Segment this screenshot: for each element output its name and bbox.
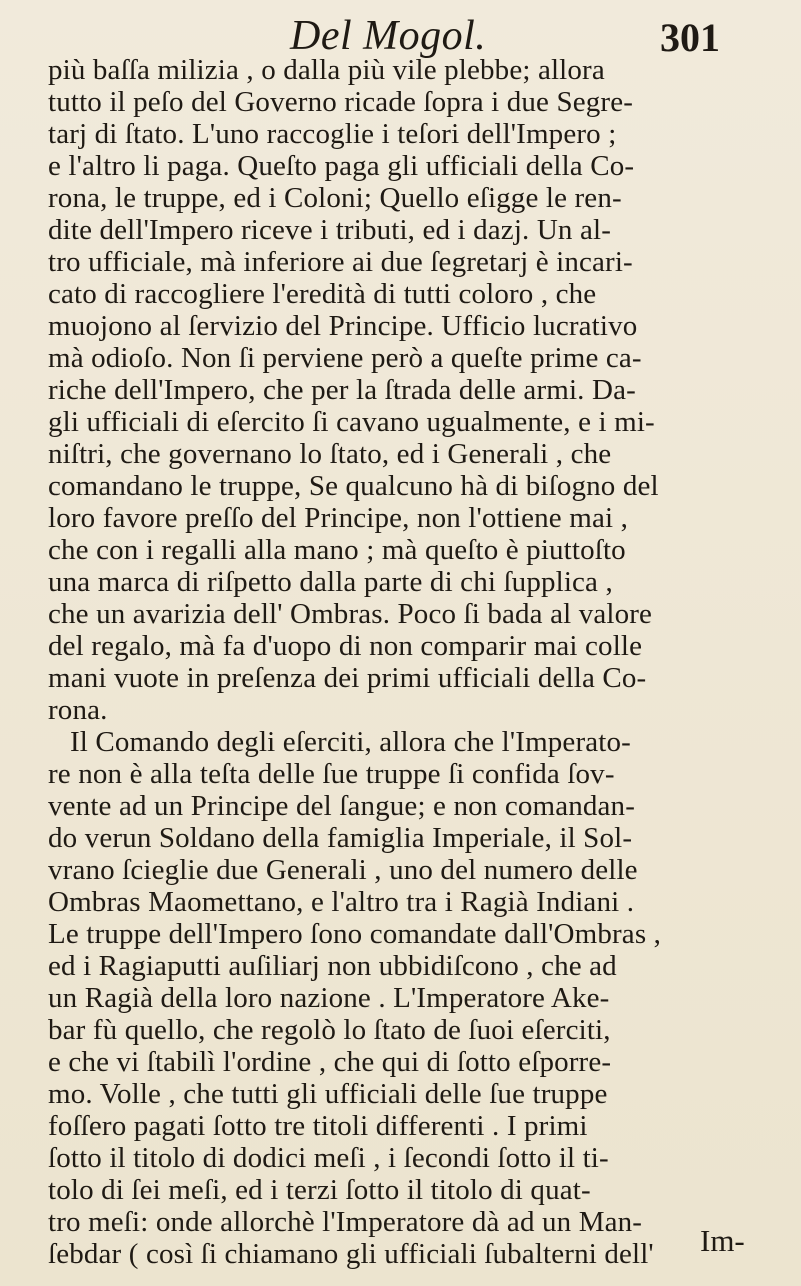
text-line: rona. bbox=[48, 694, 108, 726]
text-line: bar fù quello, che regolò lo ſtato de ſuoi eſerciti, bbox=[48, 1014, 611, 1046]
text-line: un Ragià della loro nazione . L'Imperatore Ake- bbox=[48, 982, 610, 1014]
text-line: tarj di ſtato. L'uno raccoglie i teſori dell'Impero ; bbox=[48, 118, 617, 150]
text-line: tutto il peſo del Governo ricade ſopra i due Segre- bbox=[48, 86, 634, 118]
catchword: Im- bbox=[700, 1223, 745, 1258]
text-line: Le truppe dell'Impero ſono comandate dall'Ombras , bbox=[48, 918, 662, 950]
text-line: del regalo, mà fa d'uopo di non comparir mai colle bbox=[48, 630, 643, 662]
text-line: tolo di ſei meſi, ed i terzi ſotto il titolo di quat- bbox=[48, 1174, 591, 1206]
text-line: vrano ſcieglie due Generali , uno del numero delle bbox=[48, 854, 638, 886]
text-line: che un avarizia dell' Ombras. Poco ſi bada al valore bbox=[48, 598, 653, 630]
text-line: riche dell'Impero, che per la ſtrada delle armi. Da- bbox=[48, 374, 636, 406]
text-line: dite dell'Impero riceve i tributi, ed i dazj. Un al- bbox=[48, 214, 612, 246]
text-line: loro favore preſſo del Principe, non l'ottiene mai , bbox=[48, 502, 628, 534]
text-line: vente ad un Principe del ſangue; e non comandan- bbox=[48, 790, 636, 822]
text-line: tro meſi: onde allorchè l'Imperatore dà ad un Man- bbox=[48, 1206, 643, 1238]
text-line: ed i Ragiaputti auſiliarj non ubbidiſcono , che ad bbox=[48, 950, 617, 982]
text-line: e l'altro li paga. Queſto paga gli ufficiali della Co- bbox=[48, 150, 635, 182]
page-number: 301 bbox=[660, 15, 720, 60]
text-line: ſotto il titolo di dodici meſi , i ſecondi ſotto il ti- bbox=[48, 1142, 609, 1174]
text-line: foſſero pagati ſotto tre titoli differenti . I primi bbox=[48, 1110, 588, 1142]
text-line: che con i regalli alla mano ; mà queſto è piuttoſto bbox=[48, 534, 626, 566]
text-line: e che vi ſtabilì l'ordine , che qui di ſotto eſporre- bbox=[48, 1046, 612, 1078]
running-head: Del Mogol. bbox=[290, 13, 487, 59]
text-line: do verun Soldano della famiglia Imperiale, il Sol- bbox=[48, 822, 633, 854]
text-line: niſtri, che governano lo ſtato, ed i Generali , che bbox=[48, 438, 612, 470]
text-line: gli ufficiali di eſercito ſi cavano ugualmente, e i mi- bbox=[48, 406, 655, 438]
text-line: Il Comando degli eſerciti, allora che l'Imperato- bbox=[70, 726, 631, 758]
text-line: re non è alla teſta delle ſue truppe ſi confida ſov- bbox=[48, 758, 615, 790]
text-line: una marca di riſpetto dalla parte di chi ſupplica , bbox=[48, 566, 613, 598]
text-line: Ombras Maomettano, e l'altro tra i Ragià Indiani . bbox=[48, 886, 635, 918]
text-line: tro ufficiale, mà inferiore ai due ſegretarj è incari- bbox=[48, 246, 633, 278]
text-line: mà odioſo. Non ſi perviene però a queſte prime ca- bbox=[48, 342, 642, 374]
text-line: rona, le truppe, ed i Coloni; Quello eſigge le ren- bbox=[48, 182, 622, 214]
text-line: ſebdar ( così ſi chiamano gli ufficiali ſubalterni dell' bbox=[48, 1238, 654, 1270]
text-line: muojono al ſervizio del Principe. Ufficio lucrativo bbox=[48, 310, 638, 342]
text-line: comandano le truppe, Se qualcuno hà di biſogno del bbox=[48, 470, 659, 502]
text-line: più baſſa milizia , o dalla più vile plebbe; allora bbox=[48, 54, 605, 86]
text-line: mani vuote in preſenza dei primi ufficiali della Co- bbox=[48, 662, 647, 694]
text-line: cato di raccogliere l'eredità di tutti coloro , che bbox=[48, 278, 597, 310]
text-line: mo. Volle , che tutti gli ufficiali delle ſue truppe bbox=[48, 1078, 608, 1110]
